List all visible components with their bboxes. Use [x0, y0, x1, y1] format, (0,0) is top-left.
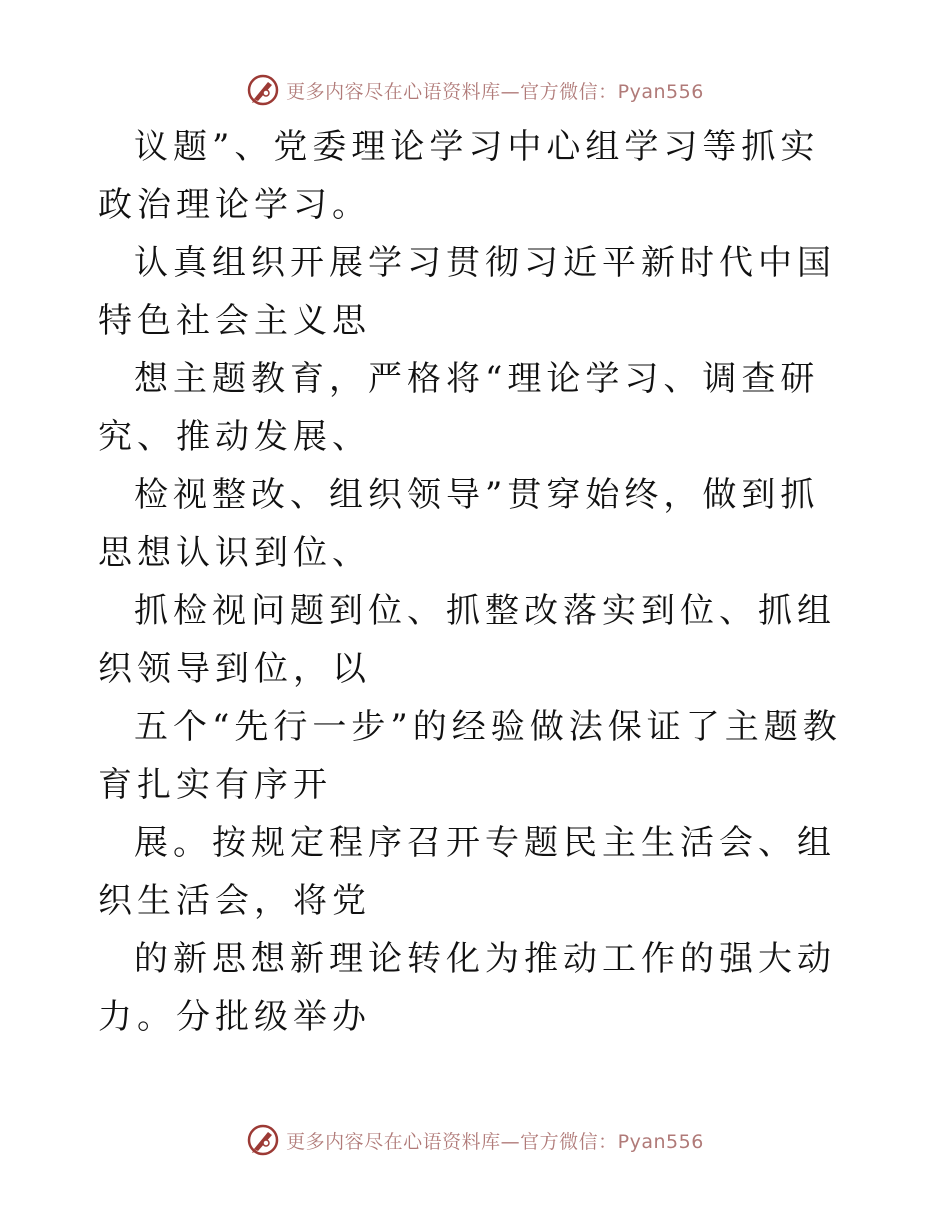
watermark-text: 更多内容尽在心语资料库—官方微信：Pyan556 — [286, 1130, 704, 1153]
document-body — [98, 118, 854, 1046]
header-watermark — [0, 70, 950, 110]
paragraph: 想主题教育，严格将“理论学习、调查研究、推动发展、 — [98, 359, 820, 457]
pen-circle-logo-icon — [246, 73, 280, 107]
paragraph: 认真组织开展学习贯彻习近平新时代中国特色社会主义思 — [98, 243, 836, 341]
pen-circle-logo-icon — [246, 1123, 280, 1157]
paragraph: 的新思想新理论转化为推动工作的强大动力。分批级举办 — [98, 939, 836, 1037]
footer-watermark — [0, 1120, 950, 1160]
paragraph: 五个“先行一步”的经验做法保证了主题教育扎实有序开 — [98, 707, 842, 805]
paragraph: 议题”、党委理论学习中心组学习等抓实政治理论学习。 — [98, 127, 820, 225]
watermark-text: 更多内容尽在心语资料库—官方微信：Pyan556 — [286, 80, 704, 103]
paragraph: 展。按规定程序召开专题民主生活会、组织生活会，将党 — [98, 823, 836, 921]
paragraph: 检视整改、组织领导”贯穿始终，做到抓思想认识到位、 — [98, 475, 820, 573]
paragraph: 抓检视问题到位、抓整改落实到位、抓组织领导到位，以 — [98, 591, 836, 689]
